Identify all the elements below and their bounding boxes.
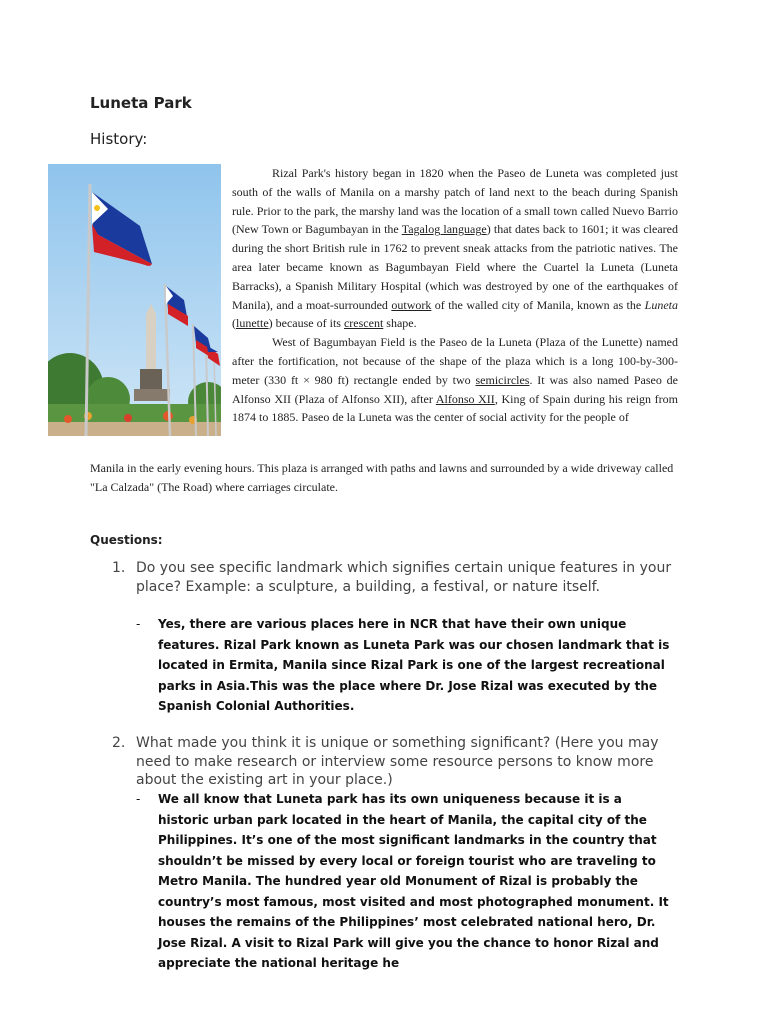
history-heading: History: [90,130,148,148]
history-p2-text-3: , King of Spain during his reign from 1874 to 1885. Paseo de la Luneta was the center of social activity for the people of [232,391,679,425]
history-text [232,164,678,427]
questions-heading: Questions: [90,533,163,547]
question-1 [112,559,682,596]
alfonso-xii-link[interactable]: Alfonso XII [435,391,495,406]
question-2 [112,734,682,790]
history-p1-text-6: shape. [383,316,417,331]
history-p1-text-3: of the walled city of Manila, known as the [431,297,645,312]
answer-1-bullet: - [136,617,141,631]
crescent-link[interactable]: crescent [343,316,384,331]
answer-2 [136,789,676,974]
history-p2-text-2: . It was also named Paseo de Alfonso XII (Plaza of Alfonso XII), after [232,372,678,406]
history-paragraph-1 [232,164,678,333]
lunette-link[interactable]: lunette [236,316,269,331]
history-p1-text-2: ) that dates back to 1601; it was cleared during the short British rule in 1762 to prevent sneak attacks from the patriotic natives. The area later became known as Bagumbayan Field where the Cuartel la Luneta (Luneta Barracks), a Spanish Military Hospital (which was destroyed by one of the earthquakes of Manila), and a moat-surrounded [232,222,678,312]
history-continuation: Manila in the early evening hours. This plaza is arranged with paths and lawns and surrounded by a wide driveway called "La Calzada" (The Road) where carriages circulate. [90,461,674,494]
semicircles-link[interactable]: semicircles [475,372,530,387]
outwork-link[interactable]: outwork [391,297,432,312]
answer-2-bullet: - [136,792,141,806]
question-2-text: What made you think it is unique or something significant? (Here you may need to make research or interview some resource persons to know more about the existing art in your place.) [136,735,659,788]
answer-2-text: We all know that Luneta park has its own uniqueness because it is a historic urban park located in the heart of Manila, the capital city of the Philippines. It’s one of the most significant landmarks in the country that shouldn’t be missed by every local or foreign tourist who are traveling to Metro Manila. The hundred year old Monument of Rizal is probably the country’s most famous, most visited and most photographed monument. It houses the remains of the Philippines’ most celebrated national hero, Dr. Jose Rizal. A visit to Rizal Park will give you the chance to honor Rizal and appreciate the national heritage he [158,792,669,970]
luneta-italic: Luneta [644,297,678,312]
history-p1-text-1: Rizal Park's history began in 1820 when the Paseo de Luneta was completed just south of the walls of Manila on a marshy patch of land next to the beach during Spanish rule. Prior to the park, the marshy land was the location of a small town called Nuevo Barrio (New Town or Bagumbayan in the [232,166,678,237]
question-2-number: 2. [112,735,126,751]
question-1-text: Do you see specific landmark which signifies certain unique features in your place? Example: a sculpture, a building, a festival, or nature itself. [136,560,672,595]
history-p1-text-4: ( [232,316,236,331]
history-p1-text-5: ) because of its [268,316,344,331]
history-p2-text-1: West of Bagumbayan Field is the Paseo de la Luneta (Plaza of the Lunette) named after the fortification, not because of the shape of the plaza which is a long 100-by-300-meter (330 ft × 980 ft) rectangle ended by two [232,335,678,387]
flags-monument-photo-icon [48,164,221,436]
document-title: Luneta Park [90,94,192,112]
question-1-number: 1. [112,560,126,576]
tagalog-language-link[interactable]: Tagalog language [401,222,487,237]
answer-1-text: Yes, there are various places here in NCR that have their own unique features. Rizal Park known as Luneta Park was our chosen landmark that is located in Ermita, Manila since Rizal Park is one of the largest recreational parks in Asia.This was the place where Dr. Jose Rizal was executed by the Spanish Colonial Authorities. [158,617,670,713]
history-paragraph-2 [232,333,678,427]
answer-1 [136,614,676,717]
